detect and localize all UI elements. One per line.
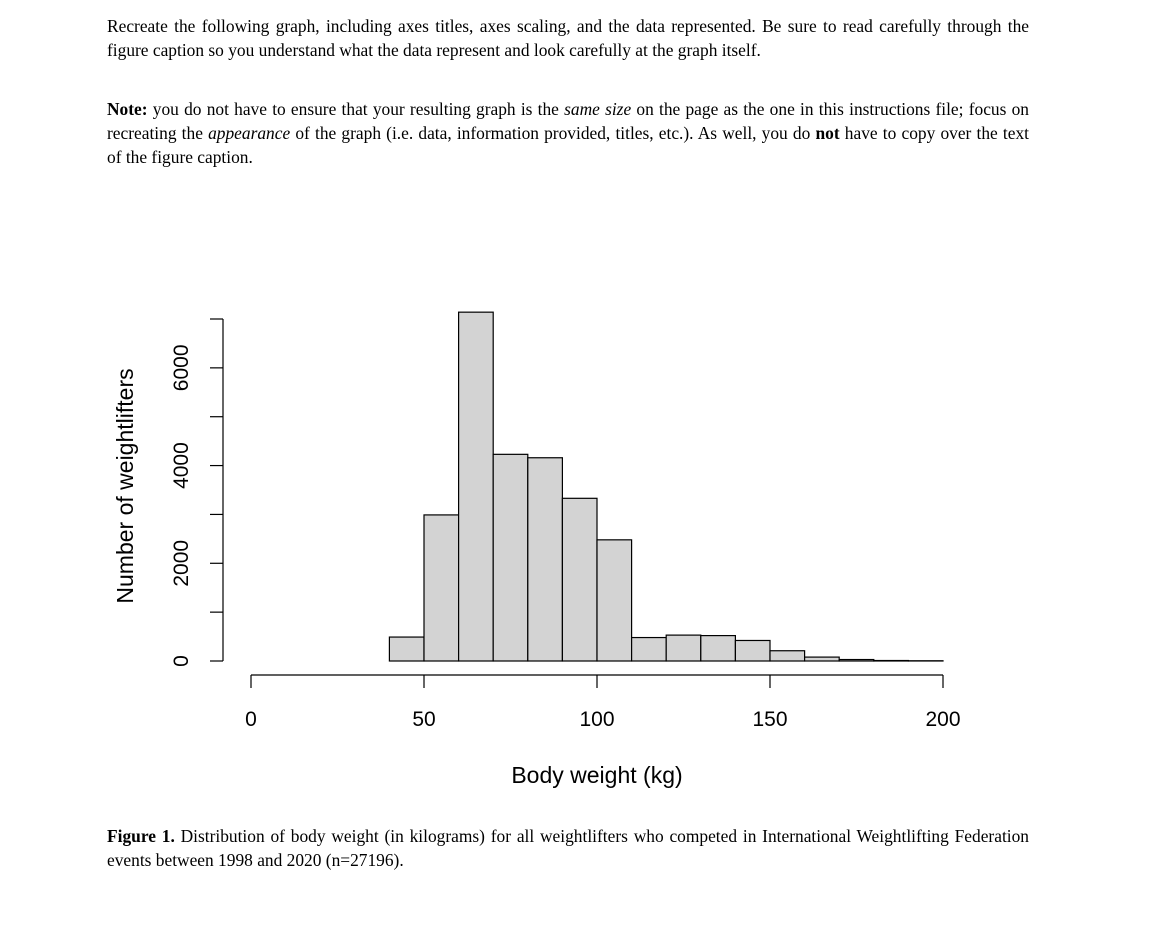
note-text-3: of the graph (i.e. data, information provided, titles, etc.). As well, you do — [290, 122, 816, 143]
histogram-bar-90-100 — [562, 498, 597, 661]
note-label: Note: — [107, 99, 148, 119]
figure-caption — [107, 825, 1029, 873]
histogram-bar-150-160 — [770, 651, 805, 661]
note-text-2: on the page as the one in this instructions file; focus on recreating the — [107, 99, 1029, 143]
histogram-bars — [389, 312, 943, 661]
y-tick-label-4000: 4000 — [170, 442, 193, 489]
histogram-bar-100-110 — [597, 540, 632, 661]
x-tick-label-0: 0 — [245, 708, 257, 731]
caption-text: Distribution of body weight (in kilograms) for all weightlifters who competed in International Weightlifting Federation events between 1998 and 2020 (n=27196). — [107, 826, 1029, 870]
histogram-bar-160-170 — [805, 657, 840, 661]
y-tick-label-0: 0 — [170, 655, 193, 667]
note-emphasis-same-size: same size — [564, 99, 632, 119]
histogram-bar-60-70 — [459, 312, 494, 661]
histogram-bar-50-60 — [424, 515, 459, 661]
histogram-bar-80-90 — [528, 458, 563, 661]
note-emphasis-not: not — [815, 122, 840, 143]
histogram-bar-70-80 — [493, 454, 528, 661]
histogram-bar-40-50 — [389, 637, 424, 661]
x-tick-label-100: 100 — [579, 708, 615, 731]
y-tick-label-2000: 2000 — [170, 539, 193, 587]
x-tick-label-150: 150 — [752, 708, 788, 731]
x-axis-title: Body weight (kg) — [511, 762, 683, 788]
y-axis-title: Number of weightlifters — [112, 368, 138, 604]
note-text-4: have to copy over the text of the figure caption. — [107, 122, 1029, 167]
y-axis — [170, 319, 223, 667]
note-emphasis-appearance: appearance — [208, 122, 291, 143]
caption-label: Figure 1. — [107, 826, 175, 846]
intro-paragraph: Recreate the following graph, including axes titles, axes scaling, and the data represented. Be sure to read carefully through the figure caption so you understand what the data represent and look carefully at the graph itself. — [107, 16, 1029, 60]
histogram-bar-110-120 — [632, 638, 667, 661]
y-tick-label-6000: 6000 — [170, 344, 193, 392]
histogram-bar-170-180 — [839, 660, 874, 661]
x-tick-label-200: 200 — [925, 708, 961, 731]
x-tick-label-50: 50 — [412, 708, 436, 731]
histogram-bar-120-130 — [666, 635, 701, 661]
note-text-1: you do not have to ensure that your resulting graph is the — [147, 99, 565, 119]
histogram-bar-130-140 — [701, 636, 736, 661]
histogram-bar-140-150 — [735, 640, 770, 661]
x-axis — [245, 675, 960, 731]
